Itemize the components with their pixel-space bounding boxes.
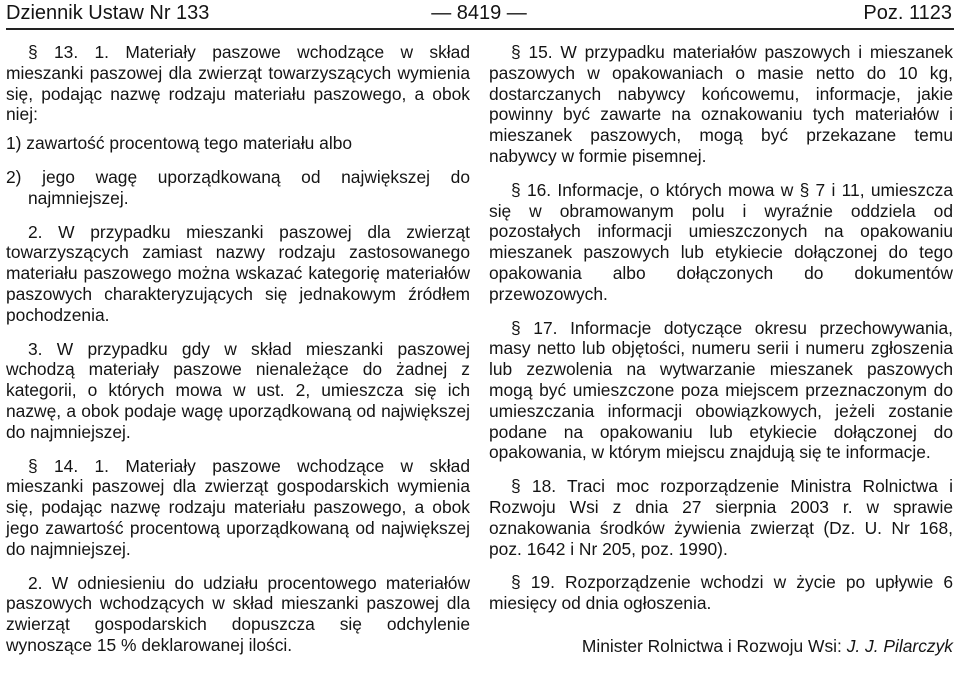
section-13-item-1: 1) zawartość procentową tego materiału albo [6, 133, 353, 154]
section-19: § 19. Rozporządzenie wchodzi w życie po upływie 6 miesięcy od dnia ogłoszenia. [489, 572, 953, 614]
signature-line [489, 636, 953, 657]
section-13-item-2: 2) jego wagę uporządkowaną od największej do najmniejszej. [6, 166, 470, 208]
section-14-paragraph-1: § 14. 1. Materiały paszowe wchodzące w skład mieszanki paszowej dla zwierząt gospodarskich wymienia się, podając nazwę rodzaju materiału paszowego, a obok jego zawartość procentową uporządkowaną od największej do najmniejszej. [6, 455, 470, 559]
signature-name: J. J. Pilarczyk [846, 635, 953, 656]
page-header [6, 0, 952, 30]
section-14-paragraph-2: 2. W odniesieniu do udziału procentowego materiałów paszowych wchodzących w skład mieszanki paszowej dla zwierząt gospodarskich dopuszcza się odchylenie wynoszące 15 % deklarowanej ilości. [6, 572, 470, 655]
journal-title: Dziennik Ustaw Nr 133 [6, 2, 210, 24]
header-divider [6, 28, 954, 30]
section-13-paragraph-2: 2. W przypadku mieszanki paszowej dla zwierząt towarzyszących zamiast nazwy rodzaju zastosowanego materiału paszowego można wskazać kategorię materiałów paszowych charakteryzujących się jednakowym źródłem pochodzenia. [6, 221, 470, 325]
section-13-paragraph-3: 3. W przypadku gdy w skład mieszanki paszowej wchodzą materiały paszowe nienależące do żadnej z kategorii, o których mowa w ust. 2, umieszcza się ich nazwę, a obok podaje wagę uporządkowaną od największej do najmniejszej. [6, 338, 470, 442]
section-15: § 15. W przypadku materiałów paszowych i mieszanek paszowych w opakowaniach o masie netto do 10 kg, dostarczanych nabywcy końcowemu, informacje, jakie powinny być zawarte na oznakowaniu tych materiałów i mieszanek paszowych, mogą być przekazane temu nabywcy w formie pisemnej. [489, 42, 953, 166]
section-18: § 18. Traci moc rozporządzenie Ministra Rolnictwa i Rozwoju Wsi z dnia 27 sierpnia 2003 r. w sprawie oznakowania środków żywienia zwierząt (Dz. U. Nr 168, poz. 1642 i Nr 205, poz. 1990). [489, 476, 953, 559]
position-number: Poz. 1123 [863, 2, 952, 24]
section-13-paragraph-1: § 13. 1. Materiały paszowe wchodzące w skład mieszanki paszowej dla zwierząt towarzyszących wymienia się, podając nazwę rodzaju materiału paszowego, a obok niej: [6, 42, 470, 125]
section-17: § 17. Informacje dotyczące okresu przechowywania, masy netto lub objętości, numeru serii i numeru zgłoszenia lub zezwolenia na wytwarzanie mieszanek paszowych mogą być umieszczone poza miejscem przeznaczonym do umieszczania informacji obowiązkowych, jeżeli zostanie podane na opakowaniu lub etykiecie dołączonej do opakowania, w którym miejscu znajdują się te informacje. [489, 317, 953, 463]
right-column [489, 42, 953, 657]
left-column [6, 42, 470, 656]
section-16: § 16. Informacje, o których mowa w § 7 i 11, umieszcza się w obramowanym polu i wyraźnie oddziela od pozostałych informacji umieszczonych na opakowaniu mieszanek paszowych lub etykiecie dołączonej do tego opakowania albo dołączonych do dokumentów przewozowych. [489, 179, 953, 304]
signature-title: Minister Rolnictwa i Rozwoju Wsi: [581, 635, 847, 656]
page-number: — 8419 — [431, 2, 527, 24]
